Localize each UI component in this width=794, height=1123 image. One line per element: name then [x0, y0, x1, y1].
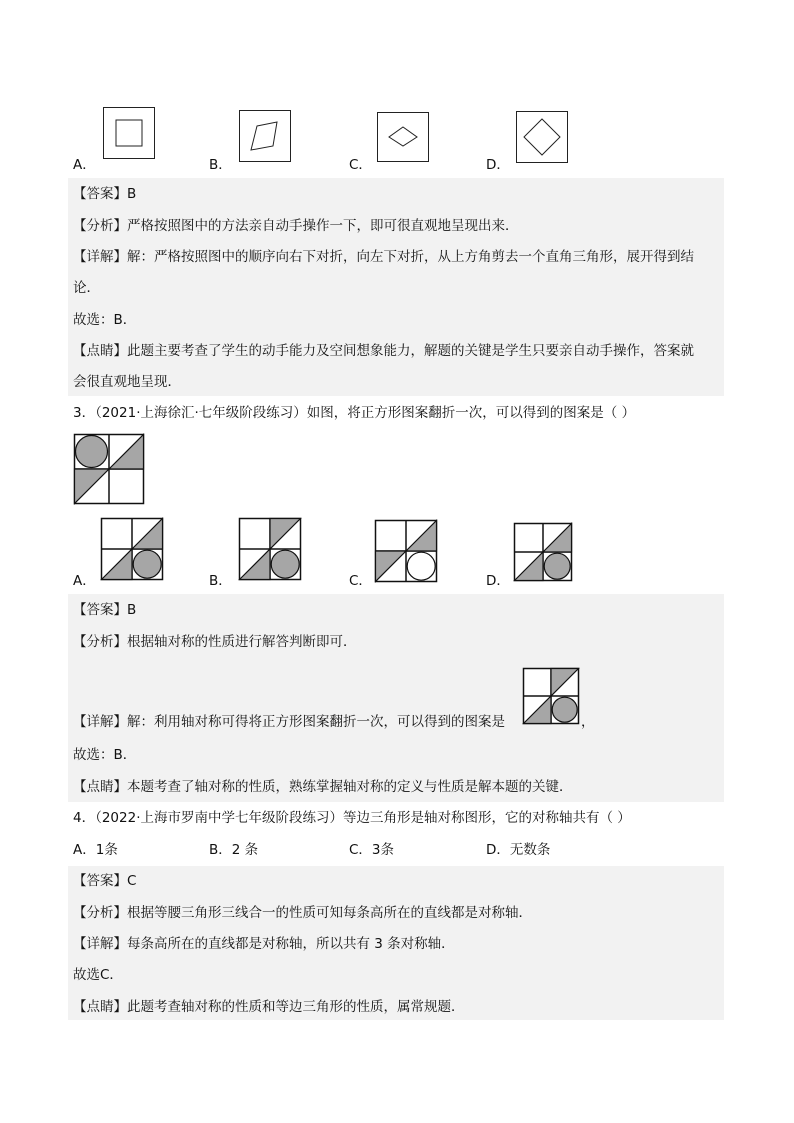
q2-detail-2: 论． [73, 280, 100, 296]
q4-analysis: 【分析】根据等腰三角形三线合一的性质可知每条高所在的直线都是对称轴． [73, 905, 532, 921]
q4-comment: 【点睛】此题考查轴对称的性质和等边三角形的性质，属常规题． [73, 999, 465, 1015]
q3-option-c-figure [375, 520, 437, 582]
q4-detail: 【详解】每条高所在的直线都是对称轴，所以共有 3 条对称轴． [73, 936, 455, 952]
q2-solution-band [68, 178, 724, 396]
q2-option-b-label: B． [209, 157, 232, 173]
q2-comment-1: 【点睛】此题主要考查了学生的动手能力及空间想象能力，解题的关键是学生只要亲自动手操作，答案就 [73, 343, 694, 359]
q4-question: 4．（2022·上海市罗南中学七年级阶段练习）等边三角形是轴对称图形，它的对称轴共有（ ） [73, 810, 631, 826]
q2-option-d-figure [516, 111, 568, 163]
q2-analysis: 【分析】严格按照图中的方法亲自动手操作一下，即可很直观地呈现出来． [73, 218, 519, 234]
q3-option-b-figure [239, 518, 301, 580]
q2-choose: 故选：B． [73, 312, 137, 328]
q3-option-a-label: A． [73, 573, 96, 589]
q3-option-a-figure [101, 518, 163, 580]
q2-option-a-label: A． [73, 157, 96, 173]
q3-detail-text: 【详解】解：利用轴对称可得将正方形图案翻折一次，可以得到的图案是 [73, 714, 505, 730]
q3-detail-tail: ， [581, 714, 595, 730]
q2-detail-1: 【详解】解：严格按照图中的顺序向右下对折，向左下对折，从上方角剪去一个直角三角形，展开得到结 [73, 249, 694, 265]
q2-answer: 【答案】B [73, 186, 137, 202]
q4-option-b: B．2 条 [209, 842, 259, 858]
q2-option-b-figure [239, 110, 291, 162]
q4-option-d: D．无数条 [486, 842, 551, 858]
q2-option-d-label: D． [486, 157, 510, 173]
q3-option-d-label: D． [486, 573, 510, 589]
q3-option-b-label: B． [209, 573, 232, 589]
q3-detail [73, 712, 505, 732]
q3-question: 3．（2021·上海徐汇·七年级阶段练习）如图，将正方形图案翻折一次，可以得到的图案是（ ） [73, 405, 636, 421]
q3-option-c-label: C． [349, 573, 372, 589]
q4-option-a: A．1条 [73, 842, 118, 858]
q4-option-c: C．3条 [349, 842, 395, 858]
q3-option-d-figure [514, 523, 572, 581]
q3-solution-band [68, 594, 724, 802]
q4-answer: 【答案】C [73, 873, 137, 889]
q3-choose: 故选：B． [73, 747, 137, 763]
q2-option-c-figure [377, 112, 429, 162]
q3-comment: 【点睛】本题考查了轴对称的性质，熟练掌握轴对称的定义与性质是解本题的关键． [73, 779, 573, 795]
q2-option-c-label: C． [349, 157, 372, 173]
q3-detail-figure [523, 668, 579, 724]
q3-answer: 【答案】B [73, 602, 137, 618]
q3-analysis: 【分析】根据轴对称的性质进行解答判断即可． [73, 634, 357, 650]
q4-choose: 故选C． [73, 967, 123, 983]
q3-original-figure [74, 434, 144, 504]
q2-option-a-figure [103, 107, 155, 159]
q2-comment-2: 会很直观地呈现． [73, 374, 181, 390]
